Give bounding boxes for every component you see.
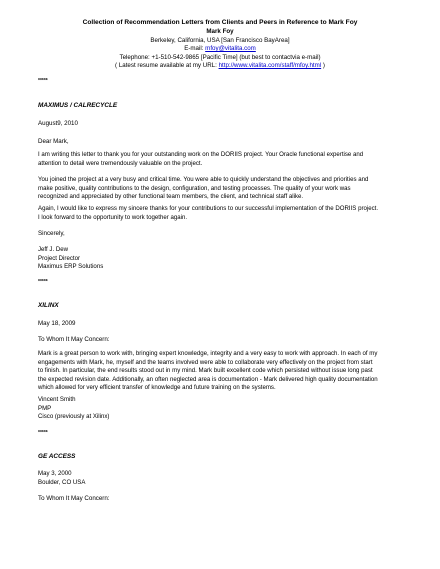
resume-link[interactable]: http://www.vitalita.com/staff/mfoy.html [218,62,322,69]
paragraph-line: I look forward to the opportunity to work together again. [38,213,188,221]
paragraph-line: which allowed for very efficient transfer of knowledge and future training on the systems. [38,384,276,392]
letter-company-heading: MAXIMUS / CALRECYCLE [38,102,118,109]
letter-date: August9, 2010 [38,120,78,127]
signature-line: Project Director [38,254,80,262]
paragraph-line: Mark is a great person to work with, bringing expert knowledge, integrity and a very easy to work with approach. In each of my [38,350,378,357]
separator: ***** [38,78,48,84]
paragraph-line: You joined the project at a very busy and critical time. You were able to quickly understand the objectives and priorities and [38,176,369,183]
signature-line: PMP [38,404,52,412]
separator: ***** [38,279,48,285]
letter-signature [38,396,410,422]
paragraph-line: engagements with Mark, he, myself and the teams involved were able to collaborate very effectively on the project from start [38,358,373,366]
paragraph-line: to finish. In particular, the end results stood out in my mind. Mark built excellent code which persisted without issue long past [38,367,373,375]
letter-paragraph [38,151,410,168]
signature-line: Jeff J. Dew [38,246,69,253]
letter-salutation: To Whom It May Concern: [38,336,110,343]
signature-line: Vincent Smith [38,396,76,403]
letter-company-heading: GE ACCESS [38,453,76,460]
location-line: Boulder, CO USA [38,478,86,486]
email-link[interactable]: mfoy@vitalita.com [205,45,256,52]
signature-line: Cisco (previously at Xilinx) [38,413,110,421]
paragraph-line: the expected revision date. Additionally, an often neglected area is documentation - Mark delivered high quality documentation [38,375,378,383]
signature-line: Maximus ERP Solutions [38,263,104,271]
author-address: Berkeley, California, USA [San Francisco BayArea] [150,37,290,44]
separator: ***** [38,430,48,436]
letter-paragraph [38,350,410,393]
paragraph-line: Again, I would like to express my sincere thanks for your contributions to our successful implementation of the DORIIS project. [38,205,379,212]
resume-line [0,63,440,69]
author-telephone: Telephone: +1-510-542-9865 [Pacific Time] (but best to contactvia e-mail) [119,54,321,61]
email-label: E-mail: [184,45,206,52]
letter-date-location [38,470,410,487]
letter-salutation: Dear Mark, [38,138,69,145]
paragraph-line: make positive, quality contributions to the design, configuration, and testing processes. The quality of your work was [38,184,351,192]
letter-company-heading: XILINX [38,302,59,309]
letter-salutation: To Whom It May Concern: [38,495,110,502]
letter-paragraph [38,205,410,222]
author-name: Mark Foy [206,28,234,35]
letter-signature [38,246,410,272]
resume-suffix: ) [321,62,325,69]
date-line: May 3, 2000 [38,470,72,477]
author-email-line [0,46,440,52]
resume-label: ( Latest resume available at my URL: [115,62,219,69]
paragraph-line: I am writing this letter to thank you for your outstanding work on the DORIIS project. Your Oracle functional expertise and [38,151,364,158]
paragraph-line: recognized and appreciated by other functional team members, the client, and technical staff alike. [38,193,304,201]
letter-closing: Sincerely, [38,230,65,237]
document-title: Collection of Recommendation Letters from Clients and Peers in Reference to Mark Foy [82,19,358,26]
letter-date: May 18, 2009 [38,320,76,327]
paragraph-line: attention to detail were tremendously valuable on the project. [38,159,203,167]
letter-paragraph [38,176,410,202]
